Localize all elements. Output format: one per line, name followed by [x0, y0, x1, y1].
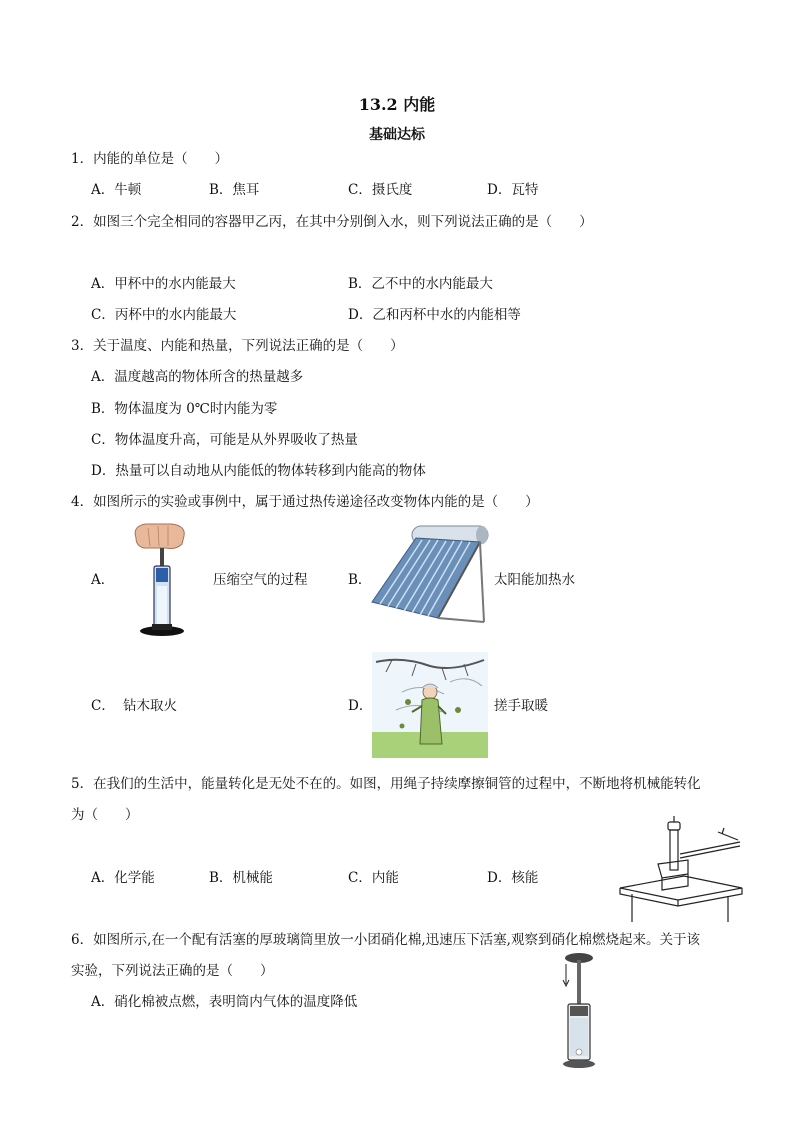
q4-option-b-letter: B． [348, 572, 372, 588]
q4-option-b-caption: 太阳能加热水 [494, 572, 575, 588]
q1-option-a: A．牛顿 [91, 182, 142, 198]
q5-option-a: A．化学能 [91, 870, 155, 886]
section-subtitle: 基础达标 [369, 127, 425, 143]
question-5-stem-line-1: 5．在我们的生活中，能量转化是无处不在的。如图，用绳子持续摩擦铜管的过程中，不断地将机械能转化 [71, 776, 701, 792]
glass-cylinder-piston-illustration [558, 948, 600, 1070]
q5-option-b: B．机械能 [209, 870, 273, 886]
air-compression-pump-illustration [130, 520, 200, 638]
q4-option-d-caption: 搓手取暖 [494, 698, 548, 714]
q6-option-a: A．硝化棉被点燃，表明筒内气体的温度降低 [91, 994, 358, 1010]
q3-option-a: A．温度越高的物体所含的热量越多 [91, 369, 304, 385]
question-4-stem: 4．如图所示的实验或事例中，属于通过热传递途径改变物体内能的是（ ） [71, 494, 539, 510]
q2-option-a: A．甲杯中的水内能最大 [91, 276, 236, 292]
question-5-stem-line-2: 为（ ） [71, 807, 139, 823]
q5-option-d: D．核能 [487, 870, 539, 886]
q4-option-a-letter: A． [91, 572, 115, 588]
q1-option-c: C．摄氏度 [348, 182, 413, 198]
question-3-stem: 3．关于温度、内能和热量，下列说法正确的是（ ） [71, 338, 404, 354]
rope-rubbing-copper-tube-illustration [618, 814, 744, 924]
question-6-stem-line-2: 实验，下列说法正确的是（ ） [71, 963, 274, 979]
q5-option-c: C．内能 [348, 870, 399, 886]
page-title: 13.2 内能 [358, 95, 436, 114]
q1-option-b: B．焦耳 [209, 182, 260, 198]
q2-option-b: B．乙不中的水内能最大 [348, 276, 493, 292]
q1-option-d: D．瓦特 [487, 182, 539, 198]
question-6-stem-line-1: 6．如图所示,在一个配有活塞的厚玻璃筒里放一小团硝化棉,迅速压下活塞,观察到硝化棉燃烧起来。关于该 [71, 932, 700, 948]
q2-option-c: C．丙杯中的水内能最大 [91, 307, 237, 323]
q3-option-c: C．物体温度升高，可能是从外界吸收了热量 [91, 432, 358, 448]
question-2-stem: 2．如图三个完全相同的容器甲乙丙，在其中分别倒入水，则下列说法正确的是（ ） [71, 214, 593, 230]
solar-water-heater-illustration [368, 518, 490, 636]
question-1-stem: 1．内能的单位是（ ） [71, 151, 229, 167]
q4-option-c-caption: 钻木取火 [123, 698, 177, 714]
q2-option-d: D．乙和丙杯中水的内能相等 [348, 307, 521, 323]
q4-option-a-caption: 压缩空气的过程 [213, 572, 308, 588]
q4-option-d-letter: D． [348, 698, 373, 714]
q3-option-b: B．物体温度为 0℃时内能为零 [91, 401, 278, 417]
q4-option-c-letter: C． [91, 698, 115, 714]
q3-option-d: D．热量可以自动地从内能低的物体转移到内能高的物体 [91, 463, 426, 479]
person-in-wind-illustration [372, 652, 488, 758]
